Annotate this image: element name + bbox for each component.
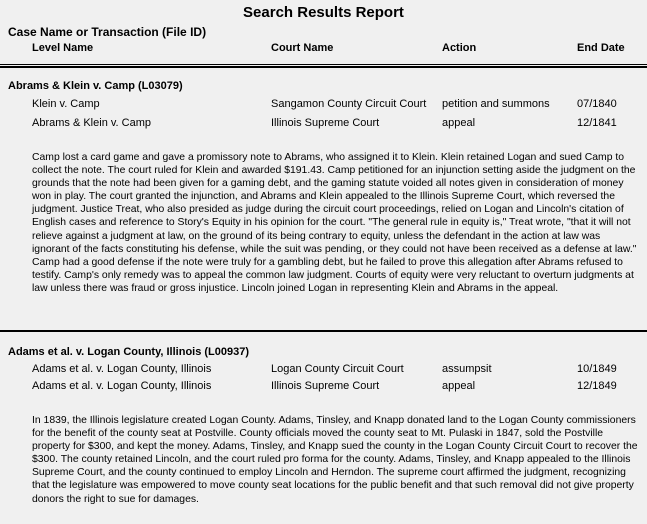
row-level-name: Adams et al. v. Logan County, Illinois [32,363,212,375]
row-level-name: Abrams & Klein v. Camp [32,117,152,129]
row-court-name: Illinois Supreme Court [271,380,380,392]
row-action: petition and summons [442,98,550,110]
column-header-court-name: Court Name [271,42,334,54]
report-title: Search Results Report [243,4,404,21]
row-action: appeal [442,380,476,392]
case-summary: Camp lost a card game and gave a promissory note to Abrams, who assigned it to Klein. Klein retained Logan and sued Camp to collect the note. The court ruled for Klein and awarded $191.43. Camp petitioned for an injunction setting aside the judgment on the grounds that the note had been given for a gaming debt, and the gaming statute voided all notes given in consideration of money won in play. The court granted the injunction, and Abrams and Klein appealed to the Illinois Supreme Court, which reversed the judgment. Justice Treat, who also presided as judge during the circuit court proceedings, relied on Logan and Lincoln's citation of English cases and reference to Story's Equity in his opinion for the court. "The general rule in equity is," Treat wrote, "that it will not relieve against a judgment at law, on the ground of its being contrary to equity, unless the defendant in the action at law was ignorant of the facts constituting his defense, while the suit was pending, or they could not have been received as a defense at law." Camp had a good defense if the note were truly for a gambling debt, but he failed to prove this allegation after Abrams refused to testify. Camp's only remedy was to appeal the common law judgment. Courts of equity were very reluctant to overturn judgments at law unless there was fraud or gross injustice. Lincoln joined Logan in representing Klein and Abrams in the appeal. [32,152,637,294]
file-header: Case Name or Transaction (File ID) [8,25,207,39]
case-divider [0,330,647,332]
row-action: appeal [442,117,476,129]
row-court-name: Illinois Supreme Court [271,117,380,129]
case-summary: In 1839, the Illinois legislature created Logan County. Adams, Tinsley, and Knapp donated land to the Logan County commissioners for the benefit of the county seat at Postville. County officials moved the county seat to Mt. Pulaski in 1847, sold the Postville property for $300, and kept the money. Adams, Tinsley, and Knapp sued the county in the Logan County Circuit Court to recover the $300. The county retained Lincoln, and the court ruled pro forma for the county. Adams, Tinsley, and Knapp appealed to the Illinois Supreme Court, and the county continued to employ Lincoln and Herndon. The supreme court affirmed the judgment, recognizing that the legislature was empowered to move county seat locations for the public benefit and that such removal did not give property donors the right to sue for damages. [32,415,638,505]
row-action: assumpsit [442,363,492,375]
header-divider [0,64,647,65]
row-court-name: Logan County Circuit Court [271,363,404,375]
column-header-end-date: End Date [577,42,625,54]
row-end-date: 12/1841 [577,117,617,129]
case-title: Abrams & Klein v. Camp (L03079) [8,80,183,92]
row-court-name: Sangamon County Circuit Court [271,98,427,110]
case-title: Adams et al. v. Logan County, Illinois (L00937) [8,346,250,358]
row-level-name: Adams et al. v. Logan County, Illinois [32,380,212,392]
row-end-date: 12/1849 [577,380,617,392]
row-level-name: Klein v. Camp [32,98,100,110]
column-header-level-name: Level Name [32,42,94,54]
row-end-date: 10/1849 [577,363,617,375]
case-divider [0,66,647,68]
column-header-action: Action [442,42,477,54]
row-end-date: 07/1840 [577,98,617,110]
